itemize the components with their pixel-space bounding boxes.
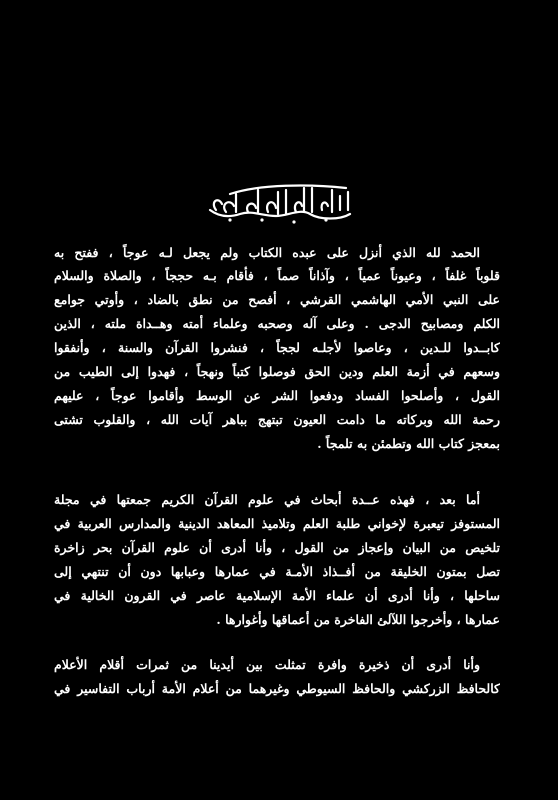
paragraph-3-line-1: وأنا أدرى أن ذخيرة وافرة تمثلت بين أيدينا من ثمرات أقلام الأعلام xyxy=(54,657,480,672)
paragraph-3-line-2: كالحافظ الزركشي والحافظ السيوطي وغيرهما من أعلام الأمة أرباب التفاسير في xyxy=(54,681,500,696)
paragraph-2-line-2: المستوفز تيعبرة لإخواني طلبة العلم وتلاميذ المعاهد الدينية والمدارس العربية في xyxy=(54,516,500,531)
basmala-text xyxy=(200,180,360,226)
paragraph-1-line-3: على النبي الأمي الهاشمي القرشي ، أفصح من نطق بالضاد ، وأوتي جوامع xyxy=(54,292,500,307)
paragraph-1-line-2: قلوباً غلفاً ، وعيوناً عمياً ، وآذاناً صماً ، فأقام بـه حججاً ، والصلاة والسلام xyxy=(54,268,500,283)
paragraph-1-line-7: القول ، وأصلحوا الفساد ودفعوا الشر عن الوسط وأقاموا عوجاً ، عليهم xyxy=(54,388,500,403)
paragraph-1-line-5: كابــدوا للـدين ، وعاصوا لأجلـه لججاً ، فنشروا القرآن والسنة ، وأنفقوا xyxy=(54,340,500,355)
paragraph-1-line-9: بمعجز كتاب الله وتطمئن به تلمجاً . xyxy=(317,436,500,451)
paragraph-1-line-8: رحمة الله وبركاته ما دامت العيون تبتهج بباهر آيات الله ، والقلوب تشتى xyxy=(54,412,500,427)
paragraph-2-line-3: تلخيص من البيان وإعجاز من القول ، وأنا أدرى أن علوم القرآن بحر زاخرة xyxy=(54,540,500,555)
paragraph-1-line-4: الكلم ومصابيح الدجى . وعلى آله وصحبه وعلماء أمته وهــداة ملته ، الذين xyxy=(54,316,500,331)
paragraph-2-line-6: عمارها ، وأخرجوا اللآلئ الفاخرة من أعماقها وأغوارها . xyxy=(216,612,500,627)
paragraph-1-line-6: وسعهم في أزمة العلم ودين الحق فوصلوا كتباً ونهجاً ، فهدوا إلى الطيب من xyxy=(54,364,500,379)
basmala-calligraphy xyxy=(200,180,360,226)
paragraph-2-line-5: ساحلها ، وأنا أدرى أن علماء الأمة الإسلامية عاصر في القرون الخالية في xyxy=(54,588,500,603)
paragraph-1-line-1: الحمد لله الذي أنزل على عبده الكتاب ولم يجعل لـه عوجاً ، ففتح به xyxy=(54,245,480,260)
paragraph-2-line-1: أما بعد ، فهذه عــدة أبحاث في علوم القرآن الكريم جمعتها في مجلة xyxy=(54,492,480,507)
paragraph-2-line-4: تصل بمتون الخليقة من أفــذاذ الأمـة في عمارها وعبابها دون أن تنتهي إلى xyxy=(54,564,500,579)
